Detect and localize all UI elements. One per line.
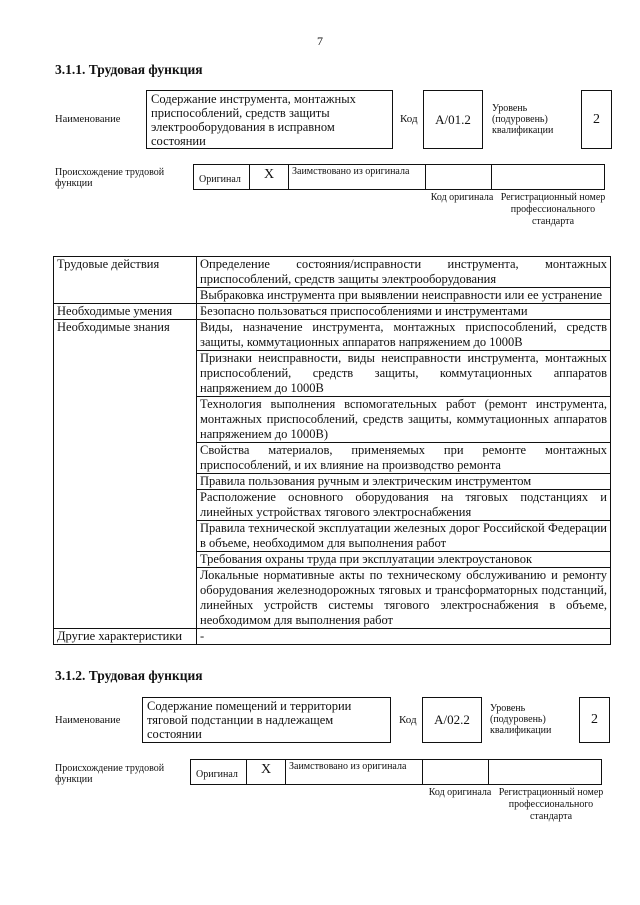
knowledge-item: Признаки неисправности, виды неисправности инструмента, монтажных приспособлений, средств защиты, коммутационных аппаратов напряжением до 1000В [197,351,611,397]
code-original-label: Код оригинала [430,192,494,203]
origin-label: Происхождение трудовой функции [55,763,165,785]
reg-number-cell [491,164,605,190]
competency-table [53,256,611,645]
reg-number-label: Регистрационный номер профессионального стандарта [498,787,604,822]
origin-row [190,759,602,785]
borrowed-cell: Заимствовано из оригинала [288,164,426,190]
reg-number-cell [488,759,602,785]
knowledge-item: Виды, назначение инструмента, монтажных приспособлений, средств защиты, коммутационных аппаратов напряжением до 1000В [197,320,611,351]
original-cell: Оригинал [190,759,247,785]
code-label: Код [400,113,418,125]
name-label: Наименование [55,715,121,726]
knowledge-item: Правила технической эксплуатации железных дорог Российской Федерации в объеме, необходимом для выполнения работ [197,521,611,552]
function-name-box: Содержание инструмента, монтажных приспособлений, средств защиты электрооборудования в исправном состоянии [146,90,393,149]
level-label: Уровень (подуровень) квалификации [490,703,552,736]
table-row [54,320,611,351]
table-row [54,257,611,288]
code-original-cell [422,759,489,785]
level-value-box: 2 [579,697,610,743]
code-original-cell [425,164,492,190]
original-mark: X [249,164,289,190]
table-row [54,304,611,320]
original-cell: Оригинал [193,164,250,190]
labor-actions-label: Трудовые действия [54,257,197,304]
section-title-3-1-1: 3.1.1. Трудовая функция [55,62,203,77]
origin-row [193,164,605,190]
knowledge-item: Локальные нормативные акты по техническому обслуживанию и ремонту оборудования железнодорожных тяговых и трансформаторных подстанций, линейных устройств системы тягового электроснабжения в объеме, необходимом для выполнения работ [197,568,611,629]
section-title-3-1-2: 3.1.2. Трудовая функция [55,668,203,683]
function-name-box: Содержание помещений и территории тяговой подстанции в надлежащем состоянии [142,697,391,743]
original-mark: X [246,759,286,785]
labor-actions-item: Выбраковка инструмента при выявлении неисправности или ее устранение [197,288,611,304]
level-value-box: 2 [581,90,612,149]
code-original-label: Код оригинала [428,787,492,798]
knowledge-item: Требования охраны труда при эксплуатации электроустановок [197,552,611,568]
other-characteristics-label: Другие характеристики [54,629,197,645]
skills-label: Необходимые умения [54,304,197,320]
skills-item: Безопасно пользоваться приспособлениями и инструментами [197,304,611,320]
reg-number-label: Регистрационный номер профессионального стандарта [500,192,606,227]
borrowed-cell: Заимствовано из оригинала [285,759,423,785]
table-row [54,629,611,645]
function-code-box: A/02.2 [422,697,482,743]
knowledge-label: Необходимые знания [54,320,197,629]
labor-actions-item: Определение состояния/исправности инструмента, монтажных приспособлений, средств защиты электрооборудования [197,257,611,288]
code-label: Код [399,714,417,726]
function-code-box: A/01.2 [423,90,483,149]
knowledge-item: Технология выполнения вспомогательных работ (ремонт инструмента, монтажных приспособлений, средств защиты, коммутационных аппаратов напряжением до 1000В) [197,397,611,443]
knowledge-item: Свойства материалов, применяемых при ремонте монтажных приспособлений, и их влияние на производство ремонта [197,443,611,474]
page-number: 7 [317,34,323,48]
knowledge-item: Правила пользования ручным и электрическим инструментом [197,474,611,490]
level-label: Уровень (подуровень) квалификации [492,103,554,136]
origin-label: Происхождение трудовой функции [55,167,165,189]
knowledge-item: Расположение основного оборудования на тяговых подстанциях и линейных устройствах тягового электроснабжения [197,490,611,521]
other-characteristics-value: - [197,629,611,645]
name-label: Наименование [55,114,121,125]
